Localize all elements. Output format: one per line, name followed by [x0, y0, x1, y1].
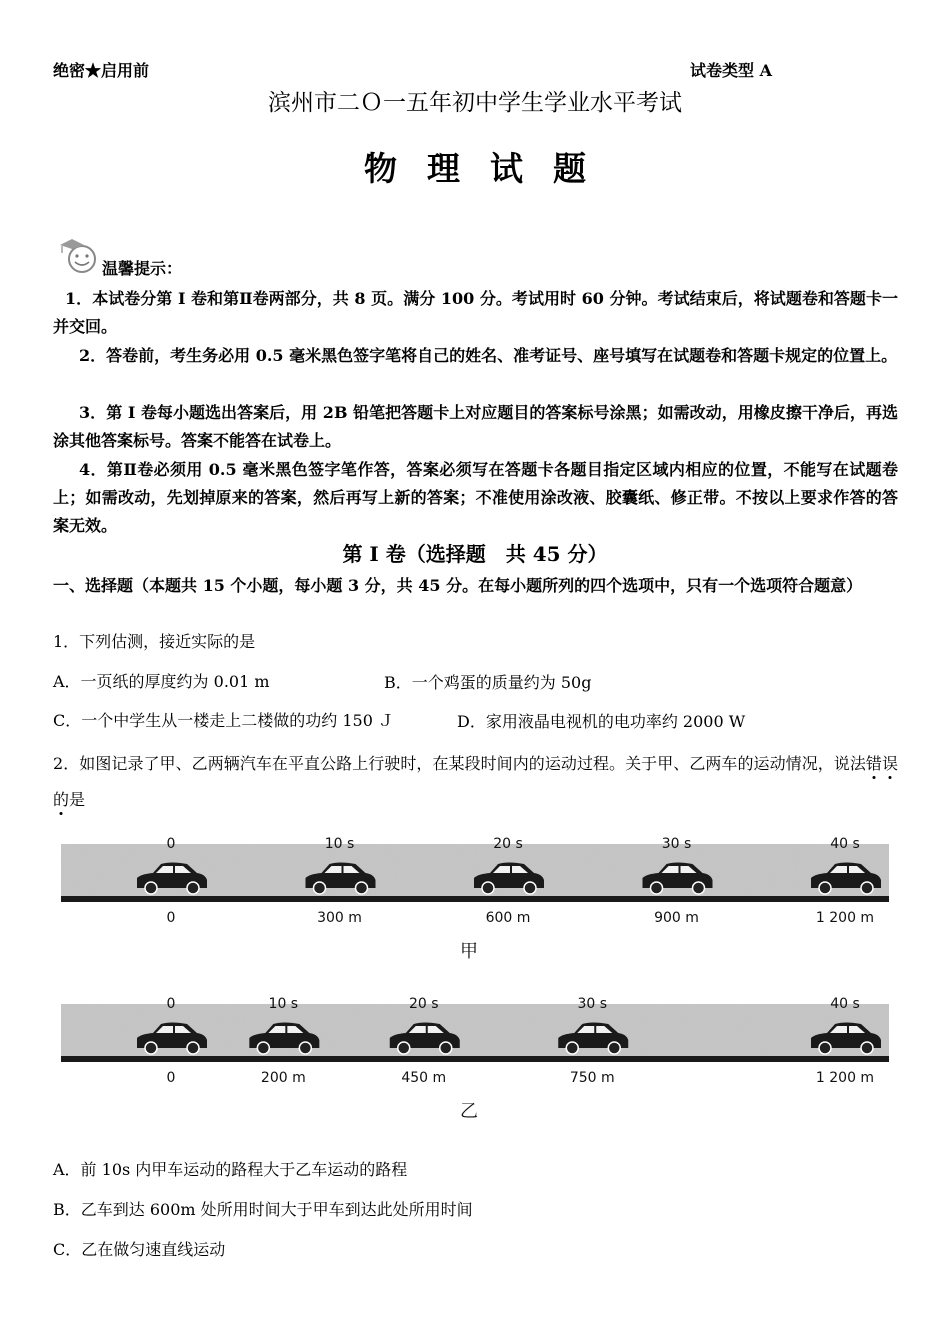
- question-2-option-c: C．乙在做匀速直线运动: [53, 1240, 226, 1259]
- secret-label: 绝密★启用前: [53, 61, 150, 80]
- tip-item-1: 1．本试卷分第 I 卷和第Ⅱ卷两部分，共 8 页。满分 100 分。考试用时 60 分钟。考试结束后，将试题卷和答题卡一并交回。: [53, 289, 898, 336]
- yi-time-label: 10 s: [268, 996, 299, 1012]
- jia-label: 甲: [460, 941, 478, 962]
- smiley-graduate-icon: [56, 235, 102, 275]
- question-1-option-b: B．一个鸡蛋的质量约为 50g: [384, 673, 592, 692]
- question-2-stem: [53, 746, 898, 818]
- yi-label: 乙: [460, 1101, 478, 1120]
- jia-time-label: 20 s: [493, 836, 523, 852]
- yi-time-label: 0: [166, 996, 176, 1012]
- jia-distance-label: 0: [166, 910, 176, 926]
- car-motion-figure: [55, 830, 895, 1120]
- question-1-option-c: C．一个中学生从一楼走上二楼做的功约 150 Ｊ: [53, 711, 394, 730]
- section-title: 第 I 卷（选择题 共 45 分）: [342, 542, 608, 566]
- yi-strip: [61, 996, 889, 1120]
- question-2-stem-end: 是: [69, 790, 86, 809]
- question-1-stem: 1．下列估测，接近实际的是: [53, 632, 256, 651]
- jia-time-label: 10 s: [324, 836, 355, 852]
- question-2-stem-text: 2．如图记录了甲、乙两辆汽车在平直公路上行驶时，在某段时间内的运动过程。关于甲、乙两车的运动情况，说法: [53, 754, 866, 773]
- jia-distance-label: 900 m: [654, 910, 699, 926]
- tip-item-3: 3．第 I 卷每小题选出答案后，用 2B 铅笔把答题卡上对应题目的答案标号涂黑；如需改动，用橡皮擦干净后，再选涂其他答案标号。答案不能答在试卷上。: [53, 403, 898, 450]
- yi-distance-label: 200 m: [260, 1070, 306, 1086]
- jia-distance-label: 300 m: [317, 910, 362, 926]
- yi-time-label: 30 s: [577, 996, 608, 1012]
- question-2-option-b: B．乙车到达 600m 处所用时间大于甲车到达此处所用时间: [53, 1200, 473, 1219]
- yi-distance-label: 750 m: [569, 1070, 615, 1086]
- exam-title: 滨州市二Ｏ一五年初中学生学业水平考试: [268, 90, 682, 116]
- jia-distance-label: 600 m: [485, 910, 531, 926]
- question-1-option-d: D．家用液晶电视机的电功率约 2000 W: [457, 712, 746, 731]
- jia-time-label: 0: [166, 836, 176, 852]
- jia-strip: [61, 836, 889, 962]
- part-heading: 一、选择题（本题共 15 个小题，每小题 3 分，共 45 分。在每小题所列的四个选项中，只有一个选项符合题意）: [53, 576, 863, 595]
- jia-time-label: 40 s: [830, 836, 860, 852]
- paper-type: 试卷类型 A: [690, 61, 772, 80]
- jia-time-label: 30 s: [661, 836, 692, 852]
- yi-distance-label: 450 m: [401, 1070, 447, 1086]
- emphasis-char: 的: [53, 790, 69, 809]
- question-1-option-a: A．一页纸的厚度约为 0.01 m: [53, 672, 270, 691]
- tip-item-4: 4．第Ⅱ卷必须用 0.5 毫米黑色签字笔作答，答案必须写在答题卡各题目指定区域内相应的位置，不能写在试题卷上；如需改动，先划掉原来的答案，然后再写上新的答案；不准使用涂改液、胶囊纸、修正带。不按以上要求作答的答案无效。: [53, 460, 898, 535]
- yi-distance-label: 1 200 m: [815, 1070, 875, 1086]
- yi-time-label: 20 s: [408, 996, 439, 1012]
- yi-distance-label: 0: [166, 1070, 176, 1086]
- question-2-option-a: A．前 10s 内甲车运动的路程大于乙车运动的路程: [53, 1160, 408, 1179]
- emphasis-char: 错: [866, 754, 882, 773]
- emphasis-char: 误: [882, 754, 898, 773]
- yi-time-label: 40 s: [830, 996, 860, 1012]
- jia-distance-label: 1 200 m: [815, 910, 875, 926]
- tip-item-2: 2．答卷前，考生务必用 0.5 毫米黑色签字笔将自己的姓名、准考证号、座号填写在试题卷和答题卡规定的位置上。: [79, 346, 898, 365]
- tips-label: 温馨提示：: [102, 259, 183, 278]
- subject-title: 物理试题: [364, 149, 616, 188]
